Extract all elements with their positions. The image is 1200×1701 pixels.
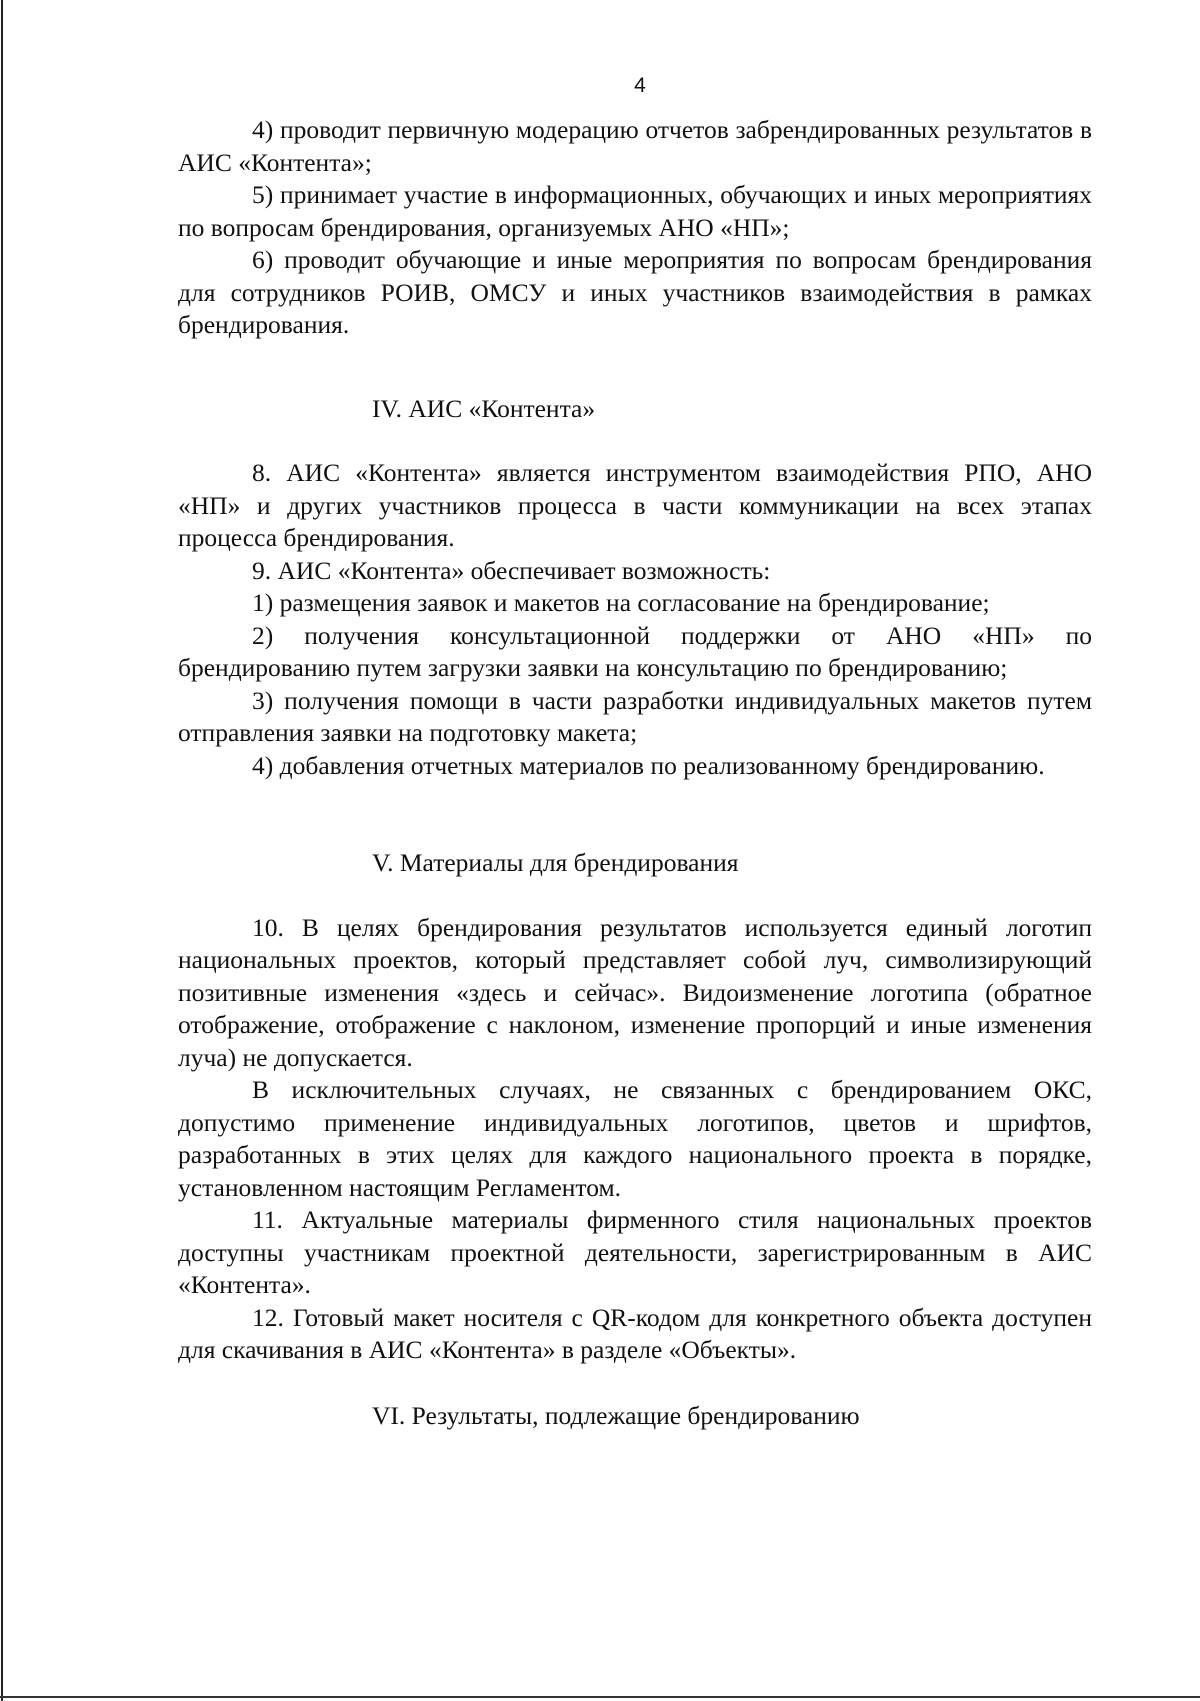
document-body bbox=[178, 114, 1092, 1432]
page-number: 4 bbox=[634, 74, 646, 97]
scan-border-left bbox=[1, 0, 3, 1701]
paragraph-11: 11. Актуальные материалы фирменного стиля национальных проектов доступны участникам проектной деятельности, зарегистрированным в АИС «Контента». bbox=[178, 1205, 1092, 1299]
paragraph-8: 8. АИС «Контента» является инструментом взаимодействия РПО, АНО «НП» и других участников процесса в части коммуникации на всех этапах процесса брендирования. bbox=[178, 458, 1092, 552]
scan-border-bottom bbox=[0, 1696, 1200, 1698]
paragraph-9-item-3: 3) получения помощи в части разработки индивидуальных макетов путем отправления заявки на подготовку макета; bbox=[178, 685, 1092, 747]
paragraph-10-exception: В исключительных случаях, не связанных с брендированием ОКС, допустимо применение индивидуальных логотипов, цветов и шрифтов, разработанных в этих целях для каждого национального проекта в порядке, установленном настоящим Регламентом. bbox=[178, 1075, 1092, 1202]
section-heading-iv: IV. АИС «Контента» bbox=[372, 393, 596, 423]
paragraph-item-5: 5) принимает участие в информационных, обучающих и иных мероприятиях по вопросам брендирования, организуемых АНО «НП»; bbox=[178, 180, 1092, 242]
section-heading-vi: VI. Результаты, подлежащие брендированию bbox=[372, 1400, 860, 1430]
paragraph-9-item-1: 1) размещения заявок и макетов на согласование на брендирование; bbox=[252, 588, 990, 617]
paragraph-item-4: 4) проводит первичную модерацию отчетов забрендированных результатов в АИС «Контента»; bbox=[178, 115, 1092, 177]
section-heading-v: V. Материалы для брендирования bbox=[372, 848, 739, 877]
paragraph-12: 12. Готовый макет носителя с QR-кодом для конкретного объекта доступен для скачивания в АИС «Контента» в разделе «Объекты». bbox=[178, 1302, 1092, 1364]
paragraph-item-6: 6) проводит обучающие и иные мероприятия по вопросам брендирования для сотрудников РОИВ, ОМСУ и иных участников взаимодействия в рамках брендирования. bbox=[178, 245, 1092, 339]
paragraph-10: 10. В целях брендирования результатов используется единый логотип национальных проектов, который представляет собой луч, символизирующий позитивные изменения «здесь и сейчас». Видоизменение логотипа (обратное отображение, отображение с наклоном, изменение пропорций и иные изменения луча) не допускается. bbox=[178, 912, 1092, 1072]
paragraph-9-item-4: 4) добавления отчетных материалов по реализованному брендированию. bbox=[252, 750, 1045, 780]
paragraph-9-item-2: 2) получения консультационной поддержки от АНО «НП» по брендированию путем загрузки заявки на консультацию по брендированию; bbox=[178, 620, 1092, 682]
paragraph-9: 9. АИС «Контента» обеспечивает возможность: bbox=[252, 555, 771, 585]
